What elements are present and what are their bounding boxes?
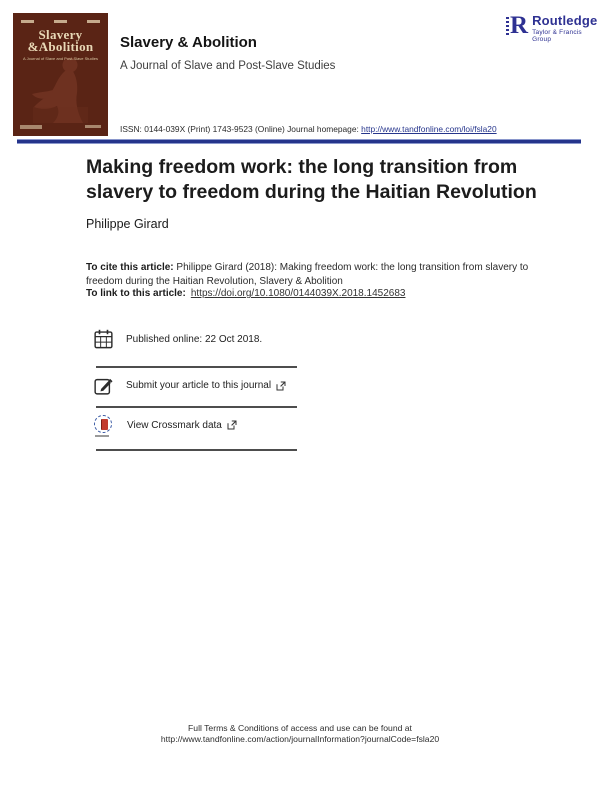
crossmark-link[interactable]: View Crossmark data <box>127 419 222 431</box>
doi-label: To link to this article: <box>86 288 186 299</box>
article-title-line2: slavery to freedom during the Haitian Revolution <box>86 180 537 203</box>
routledge-logo <box>506 14 600 43</box>
journal-subtitle: A Journal of Slave and Post-Slave Studies <box>120 60 336 72</box>
cover-footer-marks <box>13 125 108 129</box>
taylor-francis-tagline: Taylor & Francis Group <box>532 29 582 43</box>
article-title-line1: Making freedom work: the long transition from <box>86 156 518 178</box>
cover-issue-meta <box>13 20 108 23</box>
header-divider <box>17 139 581 144</box>
journal-header <box>120 34 335 72</box>
terms-footer <box>0 723 600 745</box>
divider <box>96 366 297 368</box>
published-online-text: Published online: 22 Oct 2018. <box>126 333 263 345</box>
terms-link[interactable]: http://www.tandfonline.com/action/journalInformation?journalCode=fsla20 <box>160 734 440 744</box>
crossmark-icon <box>94 415 114 435</box>
divider <box>96 406 297 408</box>
article-author: Philippe Girard <box>86 217 169 231</box>
published-online-row <box>94 329 262 349</box>
submit-article-link[interactable]: Submit your article to this journal <box>126 380 272 391</box>
issn-text: ISSN: 0144-039X (Print) 1743-9523 (Online) Journal homepage: <box>120 124 362 134</box>
doi-link[interactable]: https://doi.org/10.1080/0144039X.2018.1452683 <box>190 288 406 299</box>
crossmark-row[interactable] <box>94 415 237 435</box>
cover-title-line1: Slavery <box>38 27 83 42</box>
cover-journal-subtitle: A Journal of Slave and Post-Slave Studies <box>23 56 98 61</box>
divider <box>96 449 297 451</box>
terms-text: Full Terms & Conditions of access and use can be found at <box>188 723 412 733</box>
submit-article-row[interactable] <box>94 376 286 395</box>
cite-text: Philippe Girard (2018): Making freedom work: the long transition from slavery to freedom during the Haitian Revolution, Slavery & Abolition <box>86 262 529 287</box>
journal-cover-image <box>13 13 108 136</box>
cite-label: To cite this article: <box>86 262 174 273</box>
journal-homepage-link[interactable]: http://www.tandfonline.com/loi/fsla20 <box>361 124 497 134</box>
calendar-icon <box>94 329 113 349</box>
cover-journal-title <box>13 29 108 53</box>
article-title <box>86 155 546 204</box>
routledge-r-icon: R <box>506 14 528 38</box>
issn-row <box>120 124 497 134</box>
submit-pencil-icon <box>94 376 113 395</box>
routledge-wordmark: Routledge <box>532 13 598 28</box>
cover-title-line2: &Abolition <box>27 39 94 54</box>
journal-title: Slavery & Abolition <box>120 34 257 51</box>
doi-row <box>86 288 405 299</box>
citation-paragraph <box>86 261 534 288</box>
external-link-icon <box>276 381 286 391</box>
routledge-vertical-dots <box>506 17 509 36</box>
external-link-icon <box>227 420 237 430</box>
